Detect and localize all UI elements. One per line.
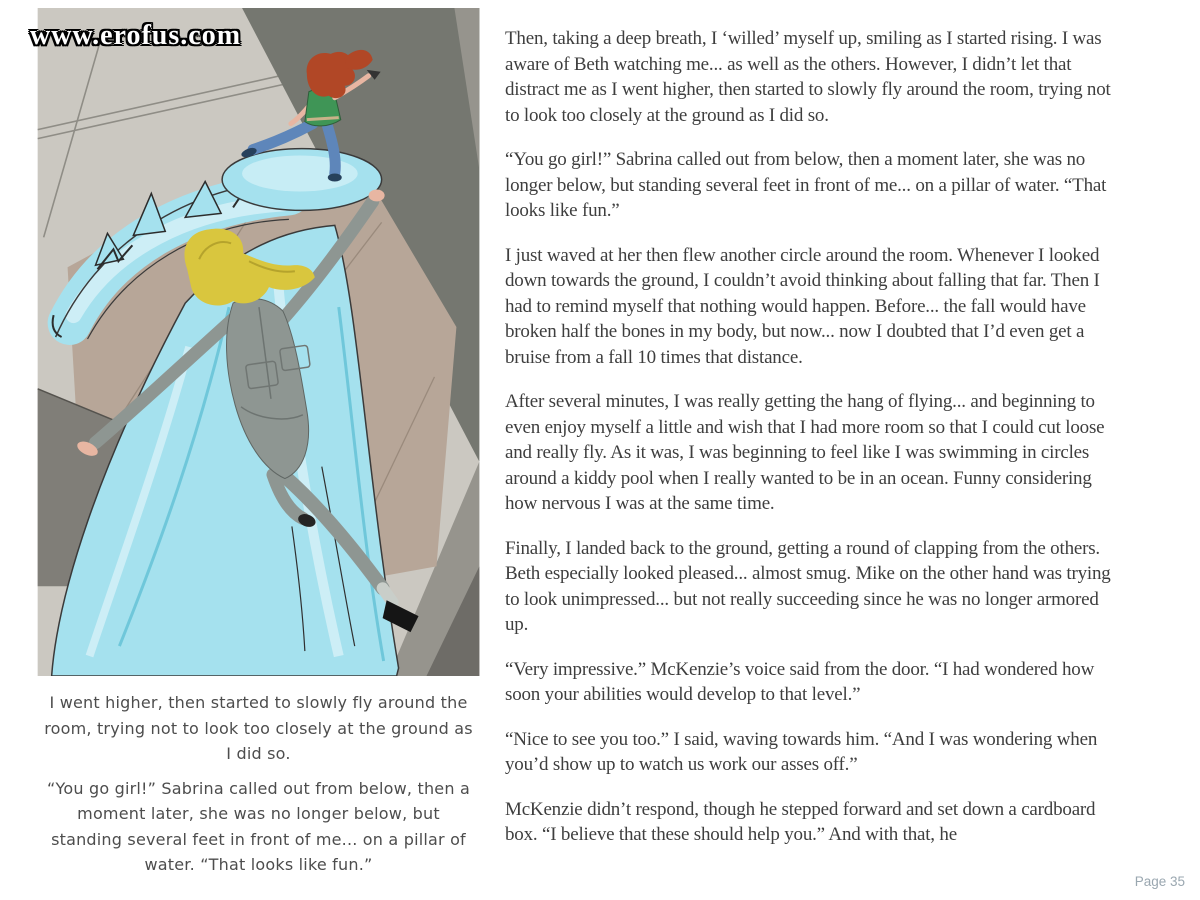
comic-panel-illustration: [37, 8, 480, 676]
story-paragraph: “You go girl!” Sabrina called out from below, then a moment later, she was no longer below, but standing several feet in front of me... on a pillar of water. “That looks like fun.”: [505, 149, 1107, 221]
story-paragraph: After several minutes, I was really getting the hang of flying... and beginning to even enjoy myself a little and wish that I had more room so that I could cut loose and really fly. As it was, I was beginning to feel like I was swimming in circles around a kiddy pool when I really wanted to be in an ocean. Funny considering how nervous I was at the same time.: [505, 391, 1105, 514]
panel-caption-1: I went higher, then started to slowly fly around the room, trying not to look too closely at the ground as I did so.: [44, 693, 473, 763]
panel-caption-2: “You go girl!” Sabrina called out from below, then a moment later, she was no longer below, but standing several feet in front of me... on a pillar of water. “That looks like fun.”: [47, 778, 470, 874]
story-paragraph: I just waved at her then flew another circle around the room. Whenever I looked down towards the ground, I couldn’t avoid thinking about falling that far. Then I had to remind myself that nothing would happen. Before... the fall would have broken half the bones in my body, but now... now I doubted that I’d even get a bruise from a fall 10 times that distance.: [505, 244, 1100, 368]
comic-panel-column: [37, 8, 480, 878]
story-paragraph: “Nice to see you too.” I said, waving towards him. “And I was wondering when you’d show up to watch us work our asses off.”: [505, 728, 1098, 775]
story-paragraph: “Very impressive.” McKenzie’s voice said from the door. “I had wondered how soon your abilities would develop to that level.”: [505, 658, 1095, 705]
story-paragraph: McKenzie didn’t respond, though he stepped forward and set down a cardboard box. “I believe that these should help you.” And with that, he: [505, 798, 1096, 845]
watermark-text: www.erofus.com: [30, 20, 242, 51]
story-paragraph: Then, taking a deep breath, I ‘willed’ myself up, smiling as I started rising. I was aware of Beth watching me... as well as the others. However, I didn’t let that distract me as I went higher, then started to slowly fly around the room, trying not to look too closely at the ground as I did so.: [505, 28, 1111, 126]
story-paragraph: Finally, I landed back to the ground, getting a round of clapping from the others. Beth especially looked pleased... almost smug. Mike on the other hand was trying to look unimpressed... but not really succeeding since he was no longer armored up.: [505, 537, 1111, 635]
page-number: Page 35: [1134, 874, 1185, 889]
story-text-column: [505, 26, 1119, 867]
